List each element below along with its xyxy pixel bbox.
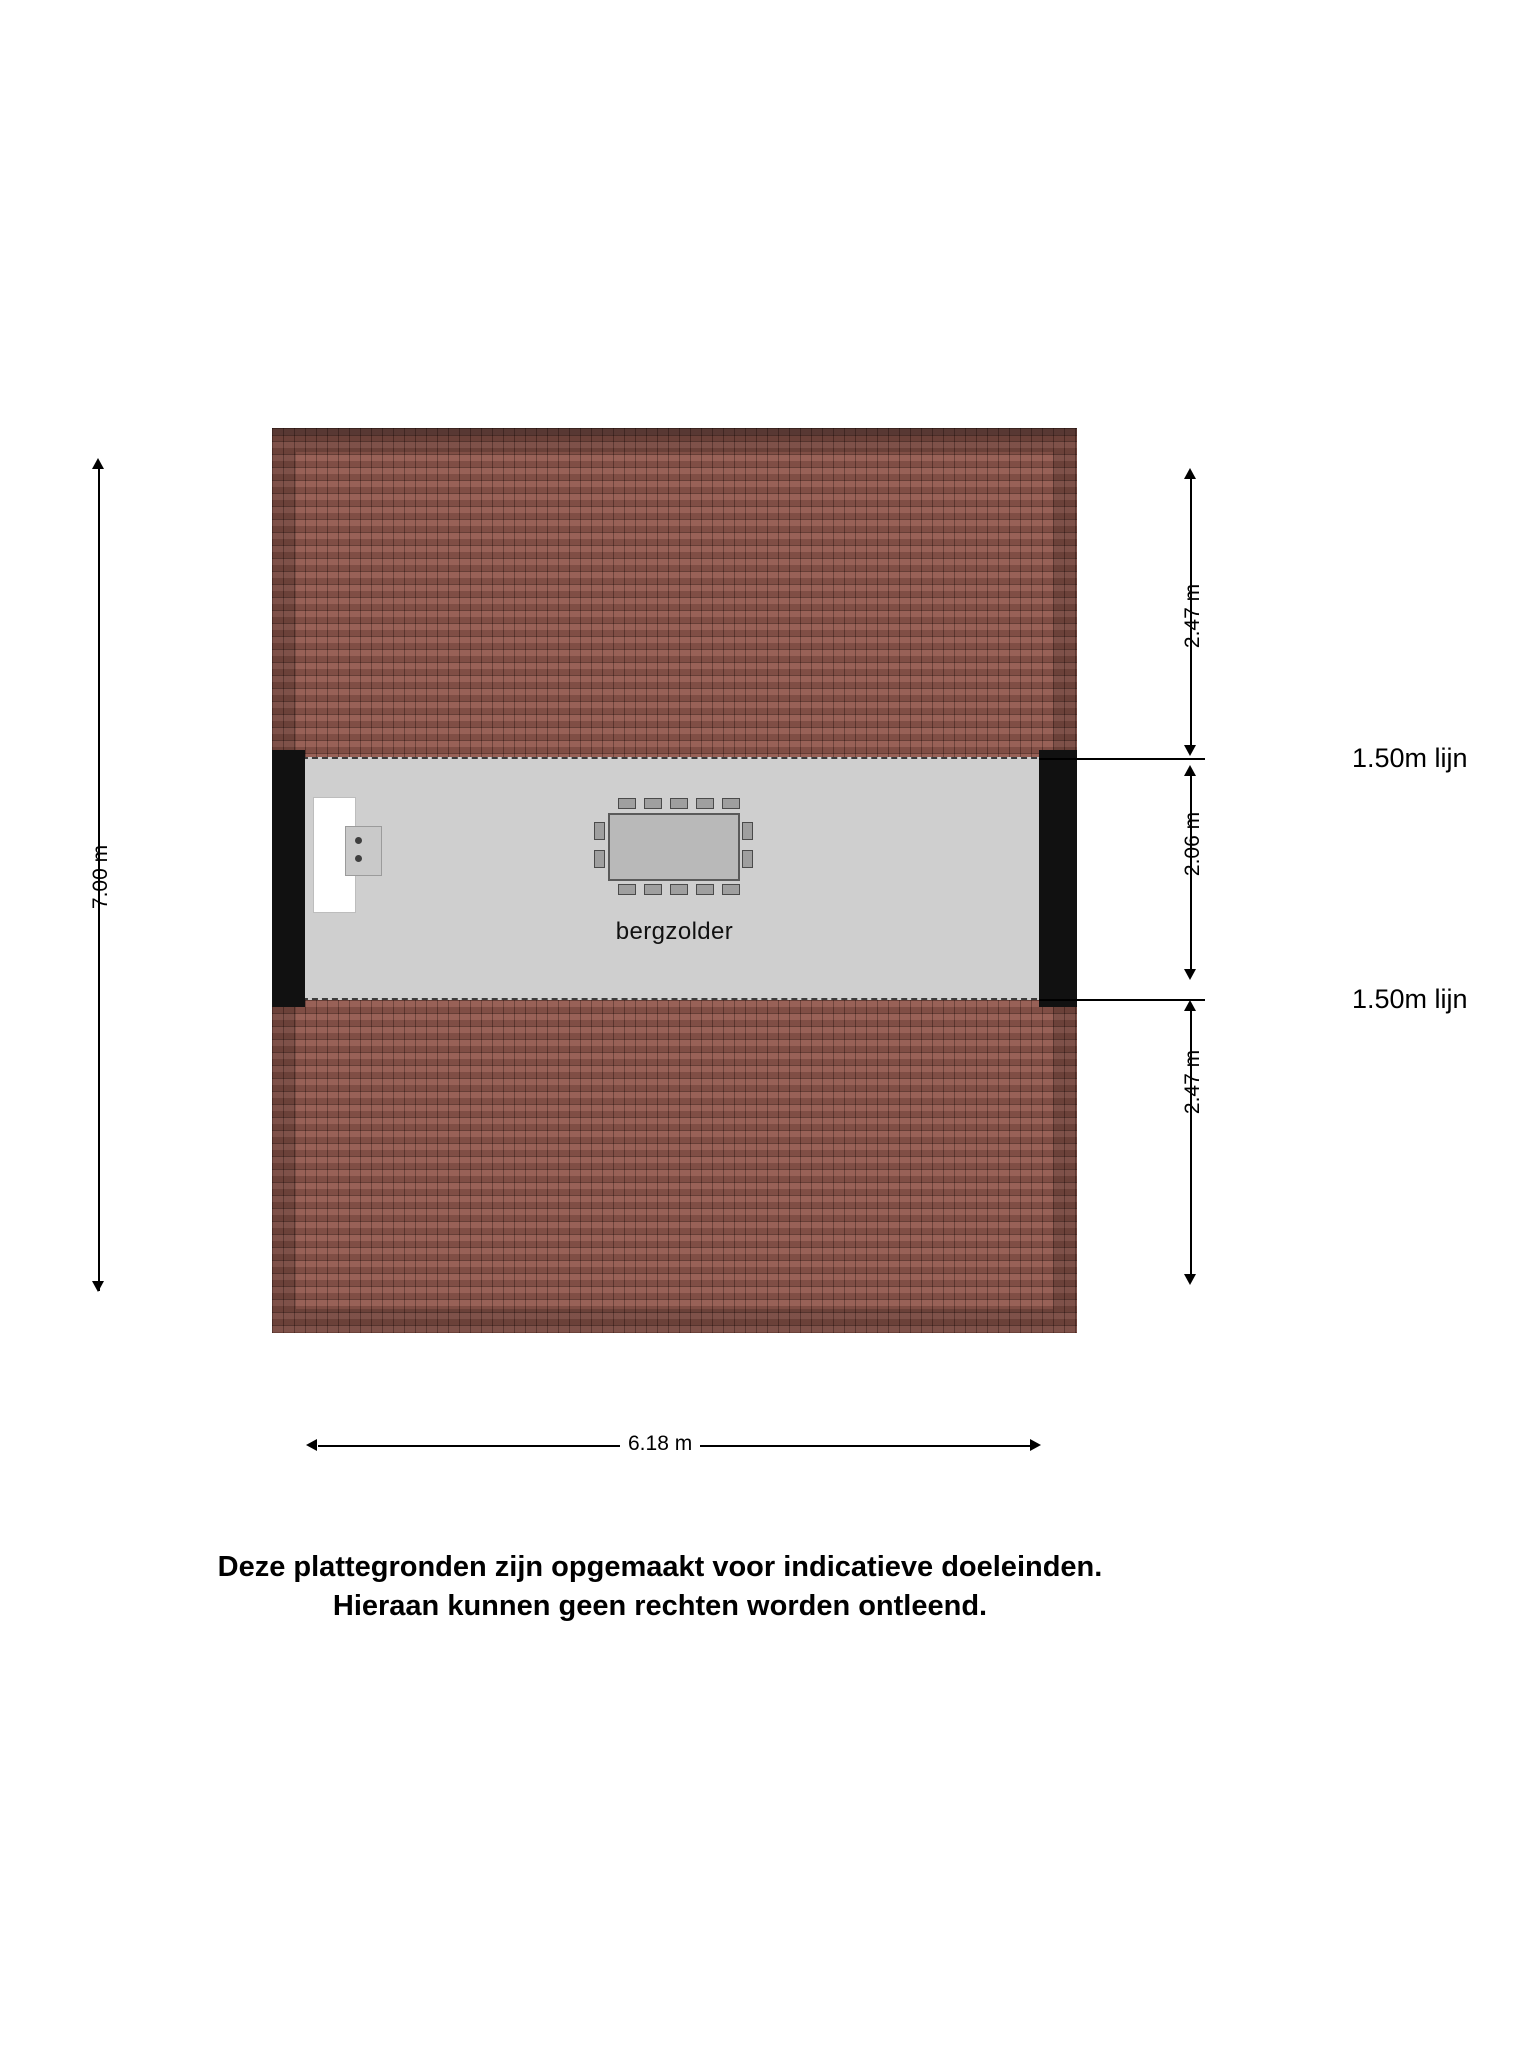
dimension-arrow-down-right-bottom [1184, 1274, 1196, 1285]
dimension-arrow-right-bottom [1030, 1439, 1041, 1451]
wall-right [1039, 750, 1077, 1007]
annotation-150-lijn-bottom: 1.50m lijn [1352, 984, 1468, 1014]
chair-icon [696, 884, 714, 895]
disclaimer-line-2: Hieraan kunnen geen rechten worden ontleend. [332, 1590, 988, 1623]
annotation-150-lijn-top: 1.50m lijn [1352, 743, 1468, 773]
boiler-dot-icon [355, 837, 362, 844]
disclaimer-text [0, 1548, 1320, 1626]
boiler-unit-icon [345, 826, 382, 876]
attic-dashed-line-bottom [272, 998, 1077, 1000]
disclaimer-line-1: Deze plattegronden zijn opgemaakt voor indicatieve doeleinden. [217, 1551, 1103, 1583]
dimension-arrow-up-left [92, 458, 104, 469]
attic-dashed-line-top [272, 757, 1077, 759]
chair-icon [722, 798, 740, 809]
room-label-bergzolder: bergzolder [615, 918, 734, 945]
chair-icon [722, 884, 740, 895]
dimension-label-left-total: 7.00 m [89, 844, 112, 910]
dimension-arrow-up-right-bottom [1184, 1000, 1196, 1011]
chair-icon [644, 798, 662, 809]
chair-icon [742, 850, 753, 868]
dimension-label-right-middle: 2.06 m [1181, 811, 1204, 877]
dimension-arrow-left-bottom [306, 1439, 317, 1451]
chair-icon [696, 798, 714, 809]
wall-left [272, 750, 305, 1007]
chair-icon [594, 822, 605, 840]
dimension-label-right-top: 2.47 m [1181, 583, 1204, 649]
dimension-arrow-down-right-top [1184, 745, 1196, 756]
dimension-label-right-bottom: 2.47 m [1181, 1049, 1204, 1115]
dimension-arrow-up-right-top [1184, 468, 1196, 479]
roof-ridge [272, 428, 1077, 436]
table-icon [608, 813, 740, 881]
dimension-arrow-down-left [92, 1281, 104, 1292]
chair-icon [670, 798, 688, 809]
leader-line-bottom [1039, 999, 1205, 1001]
leader-line-top [1039, 758, 1205, 760]
chair-icon [644, 884, 662, 895]
boiler-dot-icon [355, 855, 362, 862]
dimension-arrow-down-right-middle [1184, 969, 1196, 980]
chair-icon [742, 822, 753, 840]
chair-icon [670, 884, 688, 895]
dimension-label-bottom-total: 6.18 m [620, 1432, 700, 1456]
chair-icon [618, 884, 636, 895]
chair-icon [618, 798, 636, 809]
chair-icon [594, 850, 605, 868]
